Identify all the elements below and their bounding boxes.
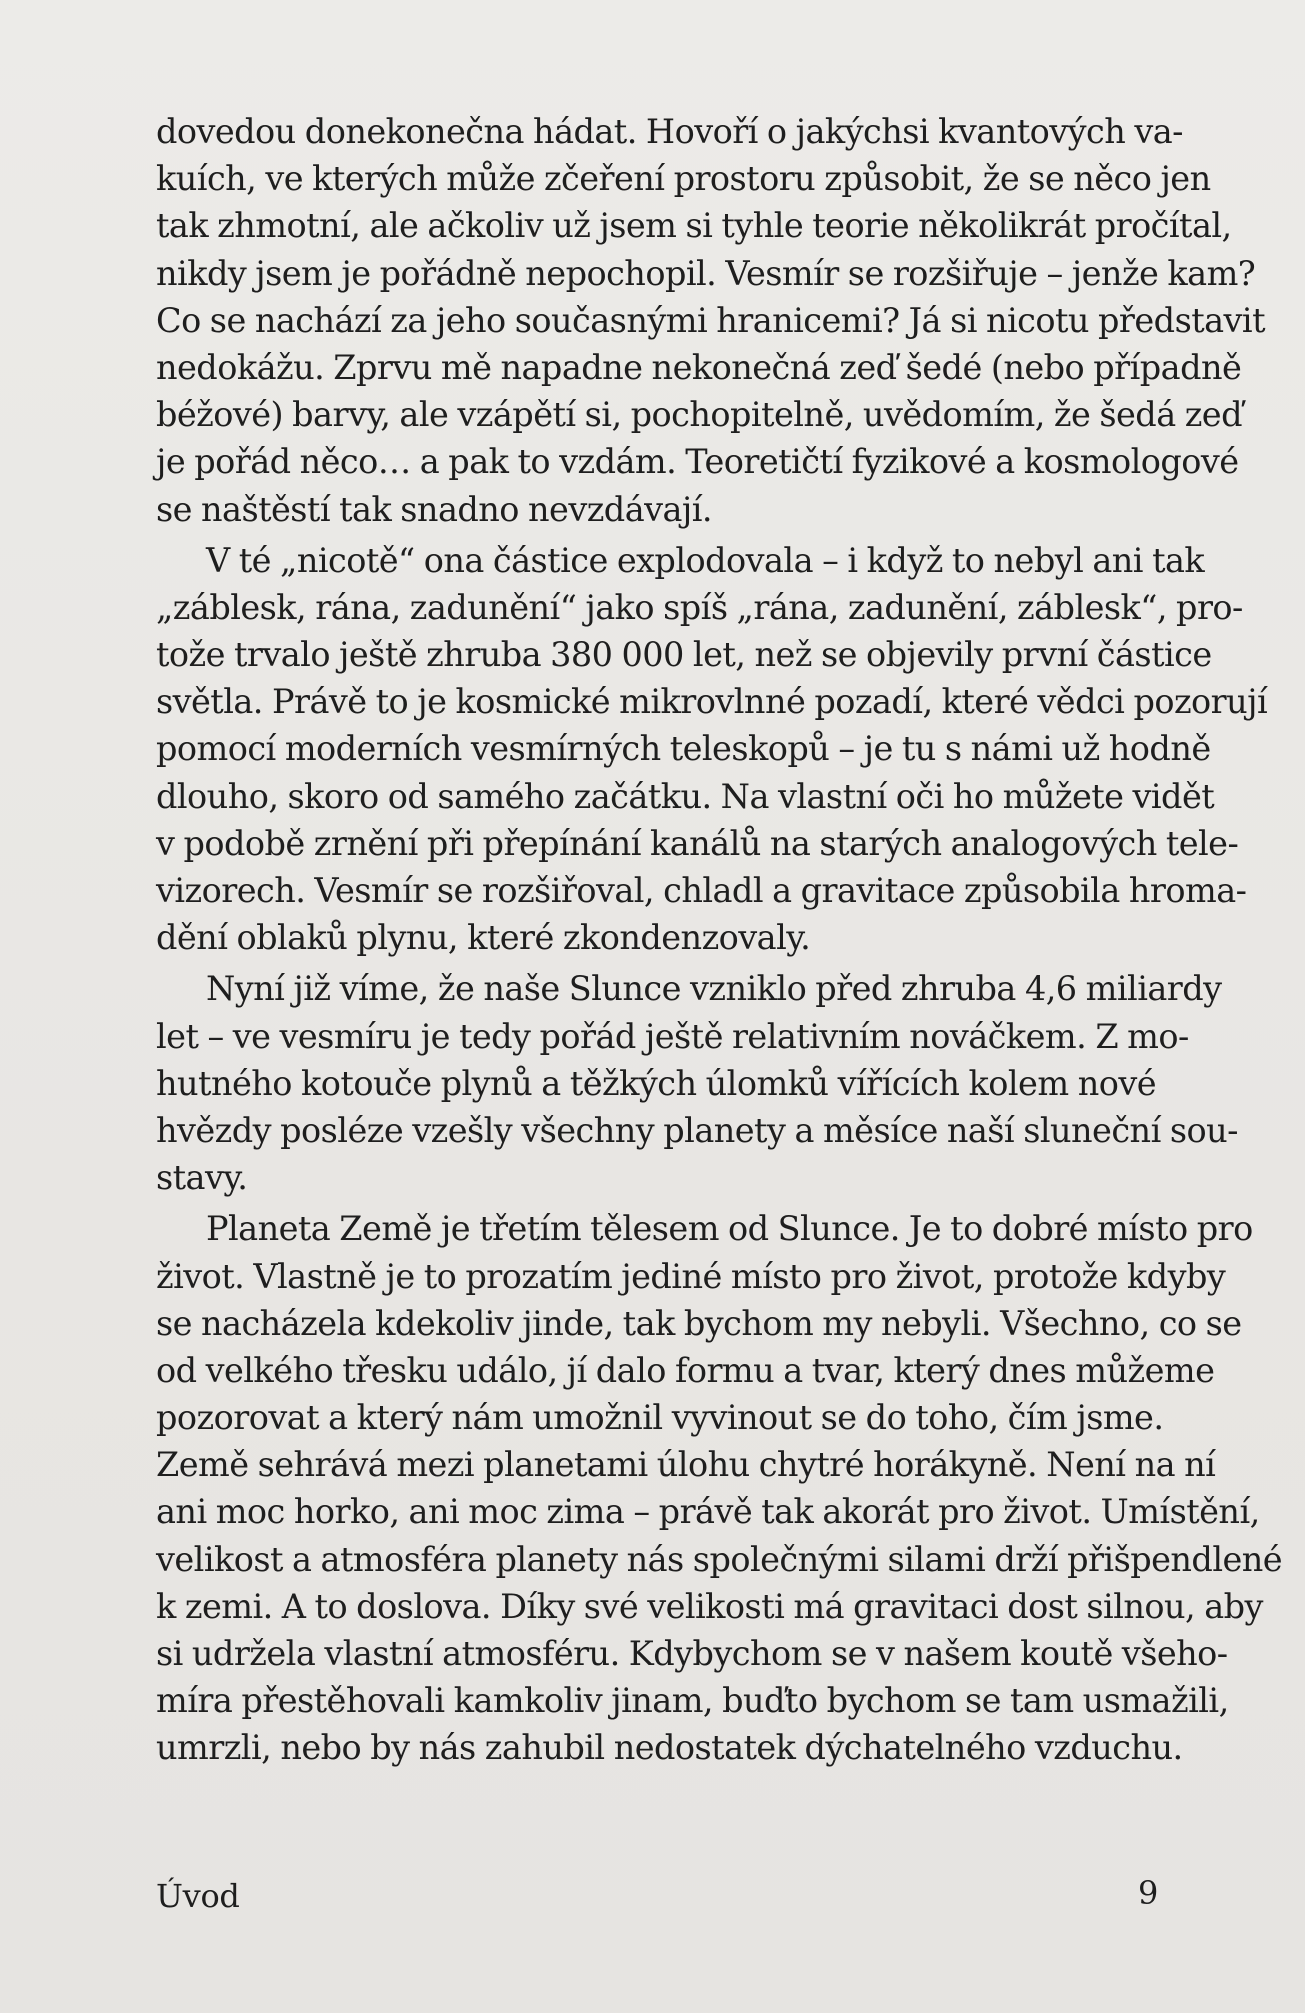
paragraph: [156, 1205, 1283, 1771]
text-line: hvězdy posléze vzešly všechny planety a měsíce naší sluneční sou-: [156, 1110, 1238, 1150]
text-line: stavy.: [156, 1158, 248, 1198]
text-line: k zemi. A to doslova. Díky své velikosti má gravitaci dost silnou, aby: [156, 1586, 1263, 1626]
text-line: kuích, ve kterých může zčeření prostoru způsobit, že se něco jen: [156, 159, 1211, 199]
text-line: velikost a atmosféra planety nás společnými silami drží přišpendlené: [156, 1539, 1283, 1579]
text-line: Nyní již víme, že naše Slunce vzniklo před zhruba 4,6 miliardy: [206, 969, 1222, 1009]
text-line: umrzli, nebo by nás zahubil nedostatek dýchatelného vzduchu.: [156, 1728, 1183, 1768]
text-line: V té „nicotě“ ona částice explodovala – i když to nebyl ani tak: [206, 540, 1205, 580]
text-line: si udržela vlastní atmosféru. Kdybychom se v našem koutě všeho-: [156, 1634, 1228, 1673]
text-line: béžové) barvy, ale vzápětí si, pochopitelně, uvědomím, že šedá zeď: [156, 395, 1242, 435]
text-line: dění oblaků plynu, které zkondenzovaly.: [156, 918, 811, 958]
paragraph: [156, 965, 1238, 1201]
text-line: se naštěstí tak snadno nevzdávají.: [156, 489, 713, 529]
text-line: hutného kotouče plynů a těžkých úlomků vířících kolem nové: [156, 1063, 1156, 1103]
text-line: v podobě zrnění při přepínání kanálů na starých analogových tele-: [156, 823, 1239, 863]
text-line: míra přestěhovali kamkoliv jinam, buďto bychom se tam usmažili,: [156, 1681, 1229, 1721]
running-footer-chapter-title: Úvod: [156, 1877, 240, 1915]
text-line: je pořád něco… a pak to vzdám. Teoretičtí fyzikové a kosmologové: [156, 442, 1239, 482]
text-line: vizorech. Vesmír se rozšiřoval, chladl a gravitace způsobila hroma-: [156, 871, 1247, 910]
text-line: dlouho, skoro od samého začátku. Na vlastní oči ho můžete vidět: [156, 776, 1215, 816]
text-line: tak zhmotní, ale ačkoliv už jsem si tyhle teorie několikrát pročítal,: [156, 206, 1232, 246]
text-line: nedokážu. Zprvu mě napadne nekonečná zeď šedé (nebo případně: [156, 347, 1242, 387]
text-line: let – ve vesmíru je tedy pořád ještě relativním nováčkem. Z mo-: [156, 1016, 1189, 1056]
text-line: Země sehrává mezi planetami úlohu chytré horákyně. Není na ní: [156, 1445, 1216, 1485]
text-line: Co se nachází za jeho současnými hranicemi? Já si nicotu představit: [156, 300, 1265, 340]
paragraph: [156, 108, 1265, 533]
text-line: „záblesk, rána, zadunění“ jako spíš „rána, zadunění, záblesk“, pro-: [156, 587, 1243, 627]
text-line: dovedou donekonečna hádat. Hovoří o jakýchsi kvantových va-: [156, 112, 1183, 151]
text-line: se nacházela kdekoliv jinde, tak bychom my nebyli. Všechno, co se: [156, 1303, 1242, 1343]
body-text: [156, 108, 1283, 1772]
text-line: pomocí moderních vesmírných teleskopů – je tu s námi už hodně: [156, 729, 1211, 769]
text-line: pozorovat a který nám umožnil vyvinout se do toho, čím jsme.: [156, 1398, 1164, 1438]
text-line: od velkého třesku událo, jí dalo formu a tvar, který dnes můžeme: [156, 1350, 1215, 1390]
paragraph: [156, 537, 1268, 962]
text-line: ani moc horko, ani moc zima – právě tak akorát pro život. Umístění,: [156, 1492, 1260, 1532]
text-line: život. Vlastně je to prozatím jediné místo pro život, protože kdyby: [156, 1256, 1226, 1296]
text-line: světla. Právě to je kosmické mikrovlnné pozadí, které vědci pozorují: [156, 682, 1268, 722]
text-line: Planeta Země je třetím tělesem od Slunce. Je to dobré místo pro: [206, 1209, 1253, 1249]
page-number: 9: [1138, 1874, 1159, 1912]
text-line: tože trvalo ještě zhruba 380 000 let, než se objevily první částice: [156, 635, 1212, 675]
text-line: nikdy jsem je pořádně nepochopil. Vesmír se rozšiřuje – jenže kam?: [156, 253, 1256, 293]
